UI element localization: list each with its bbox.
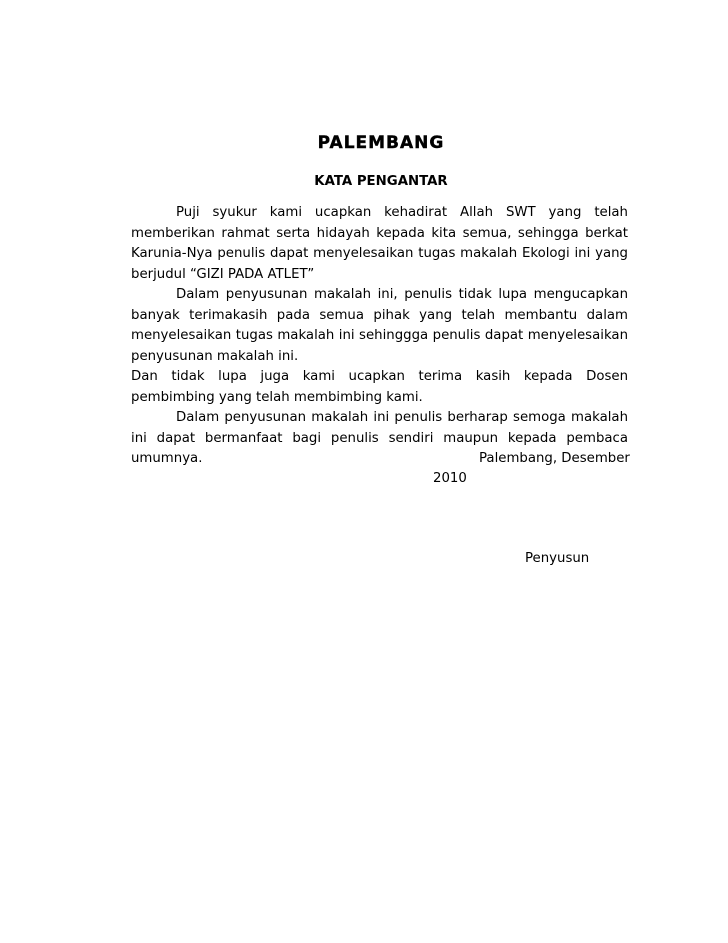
paragraph-2: Dalam penyusunan makalah ini, penulis tidak lupa mengucapkan banyak terimakasih pada semua pihak yang telah membantu dalam menyelesaikan tugas makalah ini sehinggga penulis dapat menyelesaikan penyusunan makalah ini. — [131, 287, 628, 364]
page-title: KATA PENGANTAR — [314, 174, 448, 189]
place-date-line-1: Palembang, Desember — [479, 451, 630, 466]
place-date-line-2: 2010 — [433, 471, 467, 486]
city-heading: PALEMBANG — [317, 133, 445, 153]
paragraph-1: Puji syukur kami ucapkan kehadirat Allah SWT yang telah memberikan rahmat serta hidayah kepada kita semua, sehingga berkat Karunia-Nya penulis dapat menyelesaikan tugas makalah Ekologi ini yang berjudul “GIZI PADA ATLET” — [131, 205, 628, 282]
paragraph-3: Dan tidak lupa juga kami ucapkan terima kasih kepada Dosen pembimbing yang telah membimbing kami. — [131, 369, 628, 405]
foreword-body — [131, 203, 628, 470]
signer-label: Penyusun — [525, 551, 590, 566]
paragraph-4: Dalam penyusunan makalah ini penulis berharap semoga makalah ini dapat bermanfaat bagi penulis sendiri maupun kepada pembaca umumnya. — [131, 410, 628, 466]
place-date — [433, 449, 633, 489]
